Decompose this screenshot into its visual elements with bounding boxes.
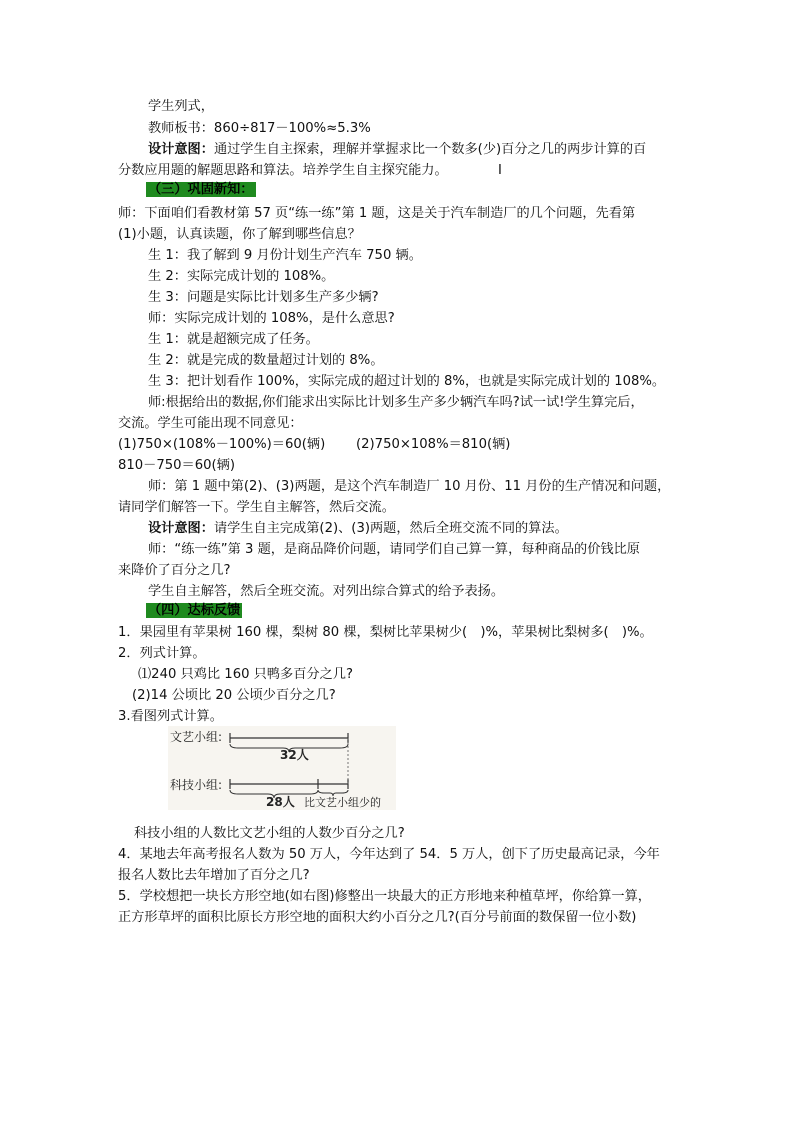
design-intent-label: 设计意图：: [148, 521, 214, 536]
text-line: (1)小题，认真读题，你了解到哪些信息？: [118, 227, 361, 242]
text-line: 来降价了百分之几?: [118, 563, 231, 578]
text-line: (2)750×108%＝810(辆): [356, 437, 511, 452]
section-heading: [146, 602, 242, 620]
text-line: 生 1：我了解到 9 月份计划生产汽车 750 辆。: [148, 248, 422, 263]
text-line: 师:根据给出的数据,你们能求出实际比计划多生产多少辆汽车吗?试一试!学生算完后，: [148, 395, 644, 410]
heading-highlight: （四）达标反馈: [148, 603, 241, 618]
text-line: [148, 141, 646, 159]
text-line: [148, 520, 568, 538]
row2-note: 比文艺小组少的: [304, 796, 381, 809]
text-line: 教师板书：860÷817－100%≈5.3%: [148, 121, 371, 136]
text-run: 通过学生自主探索，理解并掌握求比一个数多(少)百分之几的两步计算的百: [213, 142, 647, 157]
heading-highlight: （三）巩固新知：: [148, 182, 254, 197]
text-line: 分数应用题的解题思路和算法。培养学生自主探究能力。: [118, 163, 448, 178]
segment-diagram: [168, 726, 396, 810]
row2-label: 科技小组:: [170, 778, 223, 792]
row2-value: 28人: [266, 795, 295, 809]
text-line: 生 2：就是完成的数量超过计划的 8%。: [148, 353, 384, 368]
text-line: 师：实际完成计划的 108%，是什么意思?: [148, 311, 395, 326]
design-intent-label: 设计意图：: [148, 142, 214, 157]
question-line: 正方形草坪的面积比原长方形空地的面积大约小百分之几?(百分号前面的数保留一位小数): [118, 910, 637, 925]
row1-value: 32人: [280, 748, 309, 762]
text-line: 师：下面咱们看教材第 57 页“练一练”第 1 题，这是关于汽车制造厂的几个问题，先看第: [118, 206, 636, 221]
section-heading: [146, 181, 256, 199]
text-cursor: I: [498, 163, 502, 178]
text-line: 810－750＝60(辆): [118, 458, 235, 473]
question-line: 1．果园里有苹果树 160 棵，梨树 80 棵，梨树比苹果树少( )%，苹果树比梨树多( )%。: [118, 625, 653, 640]
question-line: 3.看图列式计算。: [118, 709, 223, 724]
text-line: 生 1：就是超额完成了任务。: [148, 332, 319, 347]
question-line: 科技小组的人数比文艺小组的人数少百分之几?: [134, 826, 405, 841]
row1-label: 文艺小组:: [170, 730, 223, 744]
text-line: 师：“练一练”第 3 题，是商品降价问题，请同学们自己算一算，每种商品的价钱比原: [148, 542, 640, 557]
question-line: 报名人数比去年增加了百分之几?: [118, 868, 310, 883]
text-line: 师：第 1 题中第(2)、(3)两题，是这个汽车制造厂 10 月份、11 月份的生产情况和问题，: [148, 479, 671, 494]
question-line: 4．某地去年高考报名人数为 50 万人，今年达到了 54．5 万人，创下了历史最高记录，今年: [118, 847, 660, 862]
text-line: 学生自主解答，然后全班交流。对列出综合算式的给予表扬。: [148, 584, 505, 599]
question-line: ⑴240 只鸡比 160 只鸭多百分之几?: [138, 667, 353, 682]
text-run: 请学生自主完成第(2)、(3)两题，然后全班交流不同的算法。: [213, 521, 568, 536]
text-line: 生 2：实际完成计划的 108%。: [148, 269, 335, 284]
text-line: 交流。学生可能出现不同意见：: [118, 416, 303, 431]
question-line: 2．列式计算。: [118, 646, 206, 661]
text-line: 请同学们解答一下。学生自主解答，然后交流。: [118, 500, 395, 515]
text-line: 生 3：问题是实际比计划多生产多少辆?: [148, 290, 379, 305]
text-line: (1)750×(108%－100%)＝60(辆): [118, 437, 326, 452]
text-line: 学生列式，: [148, 99, 214, 114]
text-line: 生 3：把计划看作 100%，实际完成的超过计划的 8%，也就是实际完成计划的 108%。: [148, 374, 666, 389]
question-line: (2)14 公顷比 20 公顷少百分之几?: [132, 688, 336, 703]
question-line: 5．学校想把一块长方形空地(如右图)修整出一块最大的正方形地来种植草坪，你给算一算，: [118, 889, 651, 904]
